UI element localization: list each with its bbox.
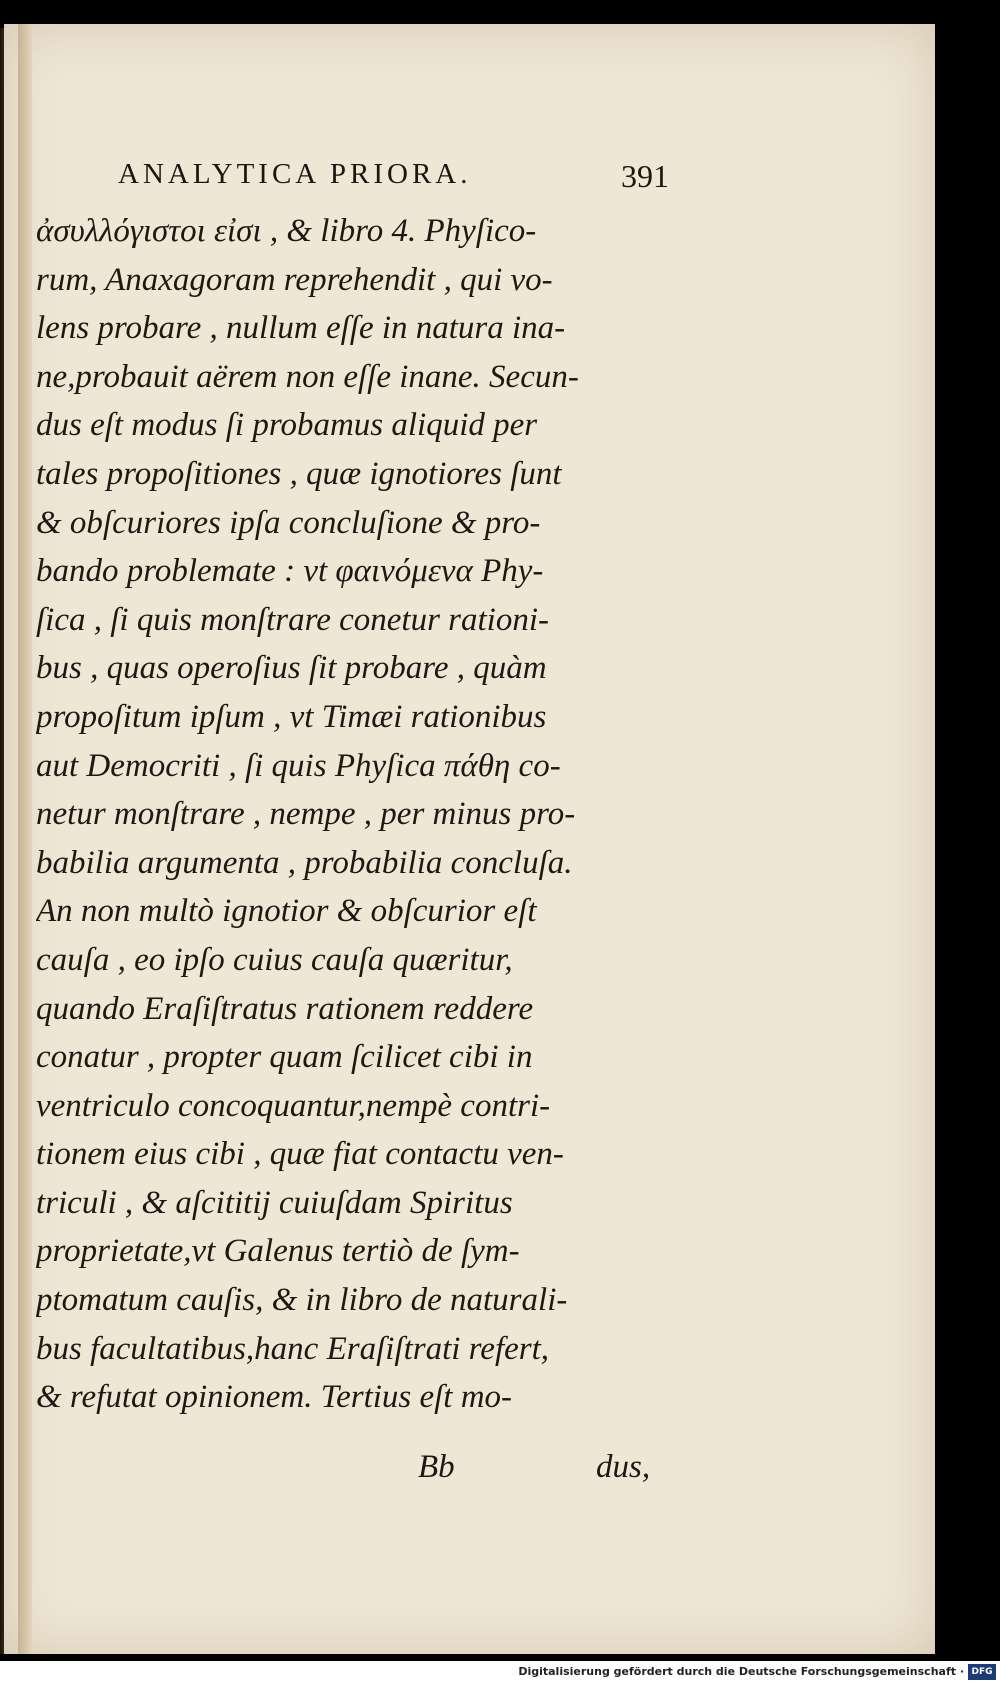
text-line: cauſa , eo ipſo cuius cauſa quæritur,	[36, 941, 513, 978]
text-line: babilia argumenta , probabilia concluſa.	[36, 844, 573, 881]
text-line: rum, Anaxagoram reprehendit , qui vo-	[36, 261, 553, 298]
text-line: ἀσυλλόγιστοι εἰσι , & libro 4. Phyſico-	[36, 213, 537, 249]
text-line: bando problemate : vt φαινόμενα Phy-	[36, 553, 544, 590]
text-line: & obſcuriores ipſa concluſione & pro-	[36, 504, 541, 541]
text-line: triculi , & aſcititij cuiuſdam Spiritus	[36, 1184, 513, 1221]
page-gutter	[18, 24, 32, 1654]
text-line: lens probare , nullum eſſe in natura ina-	[36, 310, 566, 347]
text-line: bus facultatibus,hanc Eraſiſtrati refert,	[36, 1330, 550, 1367]
text-line: ne,probauit aërem non eſſe inane. Secun-	[36, 358, 579, 395]
text-line: netur monſtrare , nempe , per minus pro-	[36, 796, 576, 833]
page-number: 391	[621, 158, 669, 194]
text-line: dus eſt modus ſi probamus aliquid per	[36, 407, 538, 444]
text-line: conatur , propter quam ſcilicet cibi in	[36, 1039, 533, 1076]
funding-credit: Digitalisierung gefördert durch die Deutsche Forschungsgemeinschaft ·	[518, 1665, 964, 1678]
signature-mark: Bb	[418, 1449, 455, 1485]
catchword: dus,	[596, 1449, 651, 1485]
dfg-logo: DFG	[968, 1664, 996, 1680]
text-line: tionem eius cibi , quæ fiat contactu ven-	[36, 1136, 564, 1173]
text-line: tales propoſitiones , quæ ignotiores ſunt	[36, 455, 562, 492]
book-page	[4, 24, 935, 1654]
text-line: bus , quas operoſius ſit probare , quàm	[36, 650, 547, 687]
text-line: ventriculo concoquantur,nempè contri-	[36, 1087, 551, 1124]
text-line: ſica , ſi quis monſtrare conetur rationi-	[36, 601, 549, 638]
catchword-row	[36, 1449, 676, 1499]
text-line: An non multò ignotior & obſcurior eſt	[36, 893, 537, 930]
running-head: ANALYTICA PRIORA.	[118, 158, 472, 190]
text-line: & refutat opinionem. Tertius eſt mo-	[36, 1379, 513, 1416]
footer-bar	[0, 1661, 1000, 1685]
text-line: propoſitum ipſum , vt Timæi rationibus	[36, 698, 547, 735]
text-line: proprietate,vt Galenus tertiò de ſym-	[36, 1233, 520, 1270]
body-text	[36, 207, 676, 1422]
text-line: ptomatum cauſis, & in libro de naturali-	[36, 1282, 568, 1319]
text-line: quando Eraſiſtratus rationem reddere	[36, 990, 534, 1027]
text-line: aut Democriti , ſi quis Phyſica πάθη co-	[36, 747, 561, 784]
